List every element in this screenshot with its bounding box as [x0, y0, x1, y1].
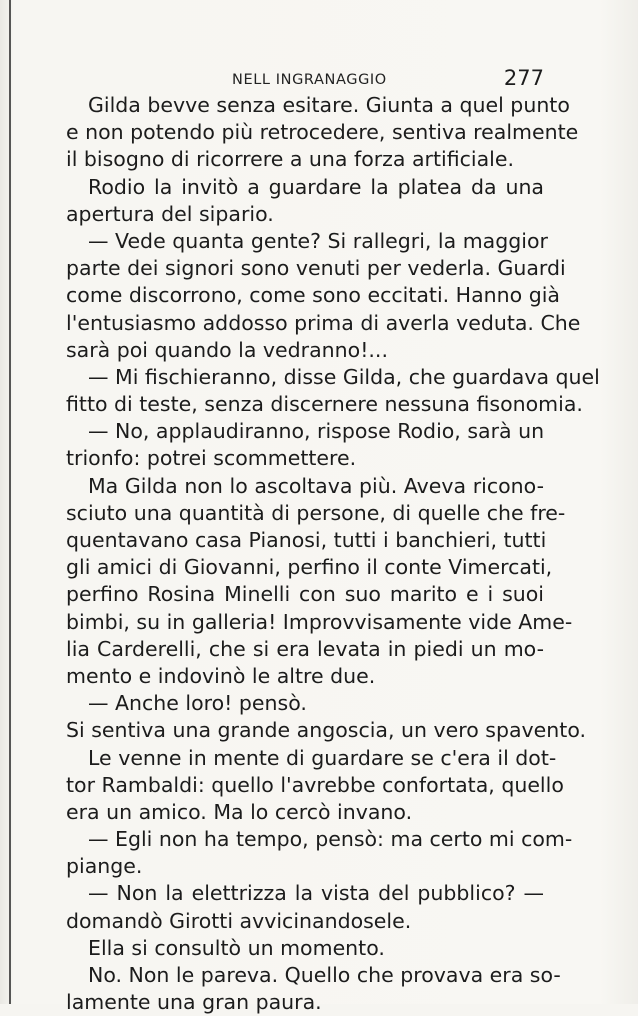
text-line: era un amico. Ma lo cercò invano. — [66, 799, 413, 824]
text-line: Le venne in mente di guardare se c'era il dot- — [88, 745, 557, 770]
text-line: Ma Gilda non lo ascoltava più. Aveva ricono- — [88, 473, 544, 498]
text-line: lamente una gran paura. — [66, 990, 322, 1015]
text-line: — Vede quanta gente? Si rallegri, la maggior — [88, 228, 548, 253]
page-header — [66, 66, 544, 94]
text-line: — Egli non ha tempo, pensò: ma certo mi com- — [88, 827, 573, 852]
text-line: No. Non le pareva. Quello che provava era so- — [88, 963, 561, 987]
text-line: mento e indovinò le altre due. — [66, 663, 376, 688]
text-line: perfino Rosina Minelli con suo marito e i suoi — [66, 582, 544, 607]
page-number: 277 — [503, 66, 544, 90]
text-line: sciuto una quantità di persone, di quelle che fre- — [66, 500, 566, 525]
text-line: — No, applaudiranno, rispose Rodio, sarà un — [88, 419, 545, 444]
text-line: bimbi, su in galleria! Improvvisamente vide Ame- — [66, 609, 573, 634]
text-line: come discorrono, come sono eccitati. Hanno già — [66, 283, 560, 308]
text-line: — Non la elettrizza la vista del pubblico? — — [88, 881, 544, 906]
text-line: quentavano casa Pianosi, tutti i banchieri, tutti — [66, 528, 547, 552]
text-line: l'entusiasmo addosso prima di averla veduta. Che — [66, 310, 581, 335]
text-line: piange. — [66, 854, 143, 879]
text-line: parte dei signori sono venuti per vederla. Guardi — [66, 256, 566, 281]
page-gutter-edge — [9, 0, 11, 1004]
text-line: fitto di teste, senza discernere nessuna fisonomia. — [66, 392, 583, 417]
text-line: domandò Girotti avvicinandosele. — [66, 908, 412, 933]
text-line: Rodio la invitò a guardare la platea da una — [88, 174, 544, 199]
text-line: trionfo: potrei scommettere. — [66, 446, 357, 471]
text-line: Ella si consultò un momento. — [88, 935, 385, 960]
body-text — [66, 92, 600, 1016]
text-line: Gilda bevve senza esitare. Giunta a quel punto — [88, 93, 570, 117]
text-line: gli amici di Giovanni, perfino il conte Vimercati, — [66, 555, 553, 580]
text-line: sarà poi quando la vedranno!... — [66, 337, 388, 362]
text-line: il bisogno di ricorrere a una forza artificiale. — [66, 147, 514, 172]
text-line: apertura del sipario. — [66, 201, 274, 226]
running-head: NELL INGRANAGGIO — [232, 72, 387, 88]
text-line: — Anche loro! pensò. — [88, 691, 307, 716]
text-line: tor Rambaldi: quello l'avrebbe confortata, quello — [66, 772, 564, 797]
text-line: — Mi fischieranno, disse Gilda, che guardava quel — [88, 364, 600, 389]
text-line: lia Carderelli, che si era levata in piedi un mo- — [66, 636, 544, 661]
text-line: Si sentiva una grande angoscia, un vero spavento. — [66, 718, 587, 743]
text-line: e non potendo più retrocedere, sentiva realmente — [66, 120, 579, 145]
